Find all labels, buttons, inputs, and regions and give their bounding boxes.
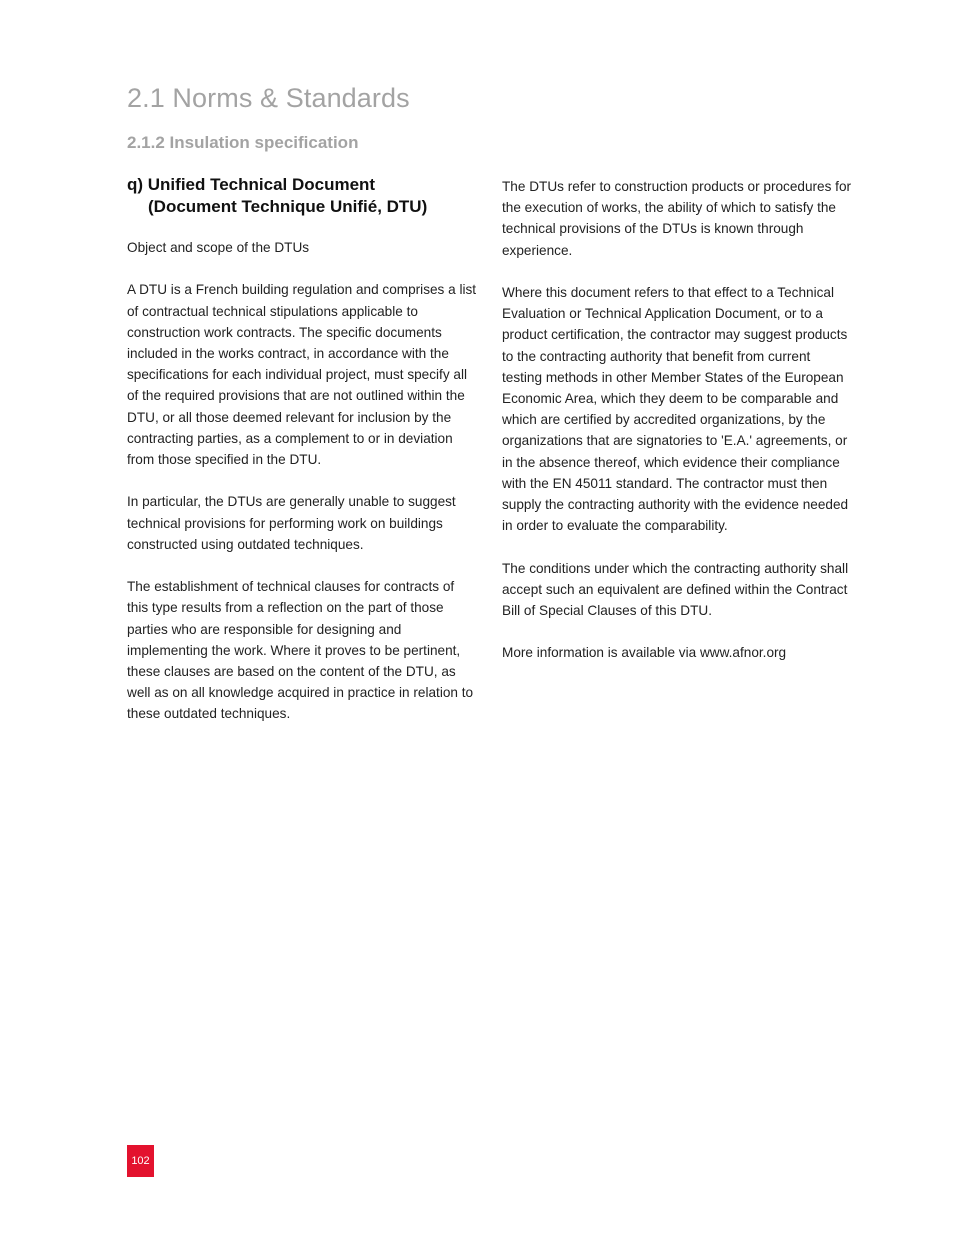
- page-title: 2.1 Norms & Standards: [127, 83, 410, 113]
- left-column: [127, 174, 477, 725]
- body-paragraph: A DTU is a French building regulation and comprises a list of contractual technical stipulations applicable to construction work contracts. The specific documents included in the works contract, in accordance with the specifications for each individual project, must specify all of the required provisions that are not outlined within the DTU, or all those deemed relevant for inclusion by the contracting parties, as a complement to or in deviation from those specified in the DTU.: [127, 282, 477, 468]
- page-number-badge: 102: [127, 1145, 154, 1177]
- section-heading: [127, 174, 477, 217]
- section-subtitle: 2.1.2 Insulation specification: [127, 133, 359, 152]
- body-paragraph: The conditions under which the contracting authority shall accept such an equivalent are defined within the Contract Bill of Special Clauses of this DTU.: [502, 560, 849, 619]
- more-info-text: More information is available via www.afnor.org: [502, 645, 787, 661]
- lead-label: Object and scope of the DTUs: [127, 240, 310, 255]
- body-paragraph: Where this document refers to that effect to a Technical Evaluation or Technical Application Document, or to a product certification, the contractor may suggest products to the contracting authority that benefit from current testing methods in other Member States of the European Economic Area, which they deem to be comparable and which are certified by accredited organizations, by the organizations that are signatories to 'E.A.' agreements, or in the absence thereof, which evidence their compliance with the EN 45011 standard. The contractor must then supply the contracting authority with the evidence needed in order to evaluate the comparability.: [502, 285, 849, 534]
- body-paragraph: The establishment of technical clauses for contracts of this type results from a reflection on the part of those parties who are responsible for designing and implementing the work. Where it proves to be pertinent, these clauses are based on the content of the DTU, as well as on all knowledge acquired in practice in relation to these outdated techniques.: [127, 579, 474, 722]
- body-paragraph: In particular, the DTUs are generally unable to suggest technical provisions for performing work on buildings constructed using outdated techniques.: [127, 494, 456, 552]
- section-heading-line-2: (Document Technique Unifié, DTU): [148, 196, 428, 216]
- section-heading-line-1: q) Unified Technical Document: [127, 175, 376, 194]
- body-paragraph: The DTUs refer to construction products or procedures for the execution of works, the ability of which to satisfy the technical provisions of the DTUs is known through experience.: [502, 179, 852, 258]
- right-column: [502, 174, 854, 664]
